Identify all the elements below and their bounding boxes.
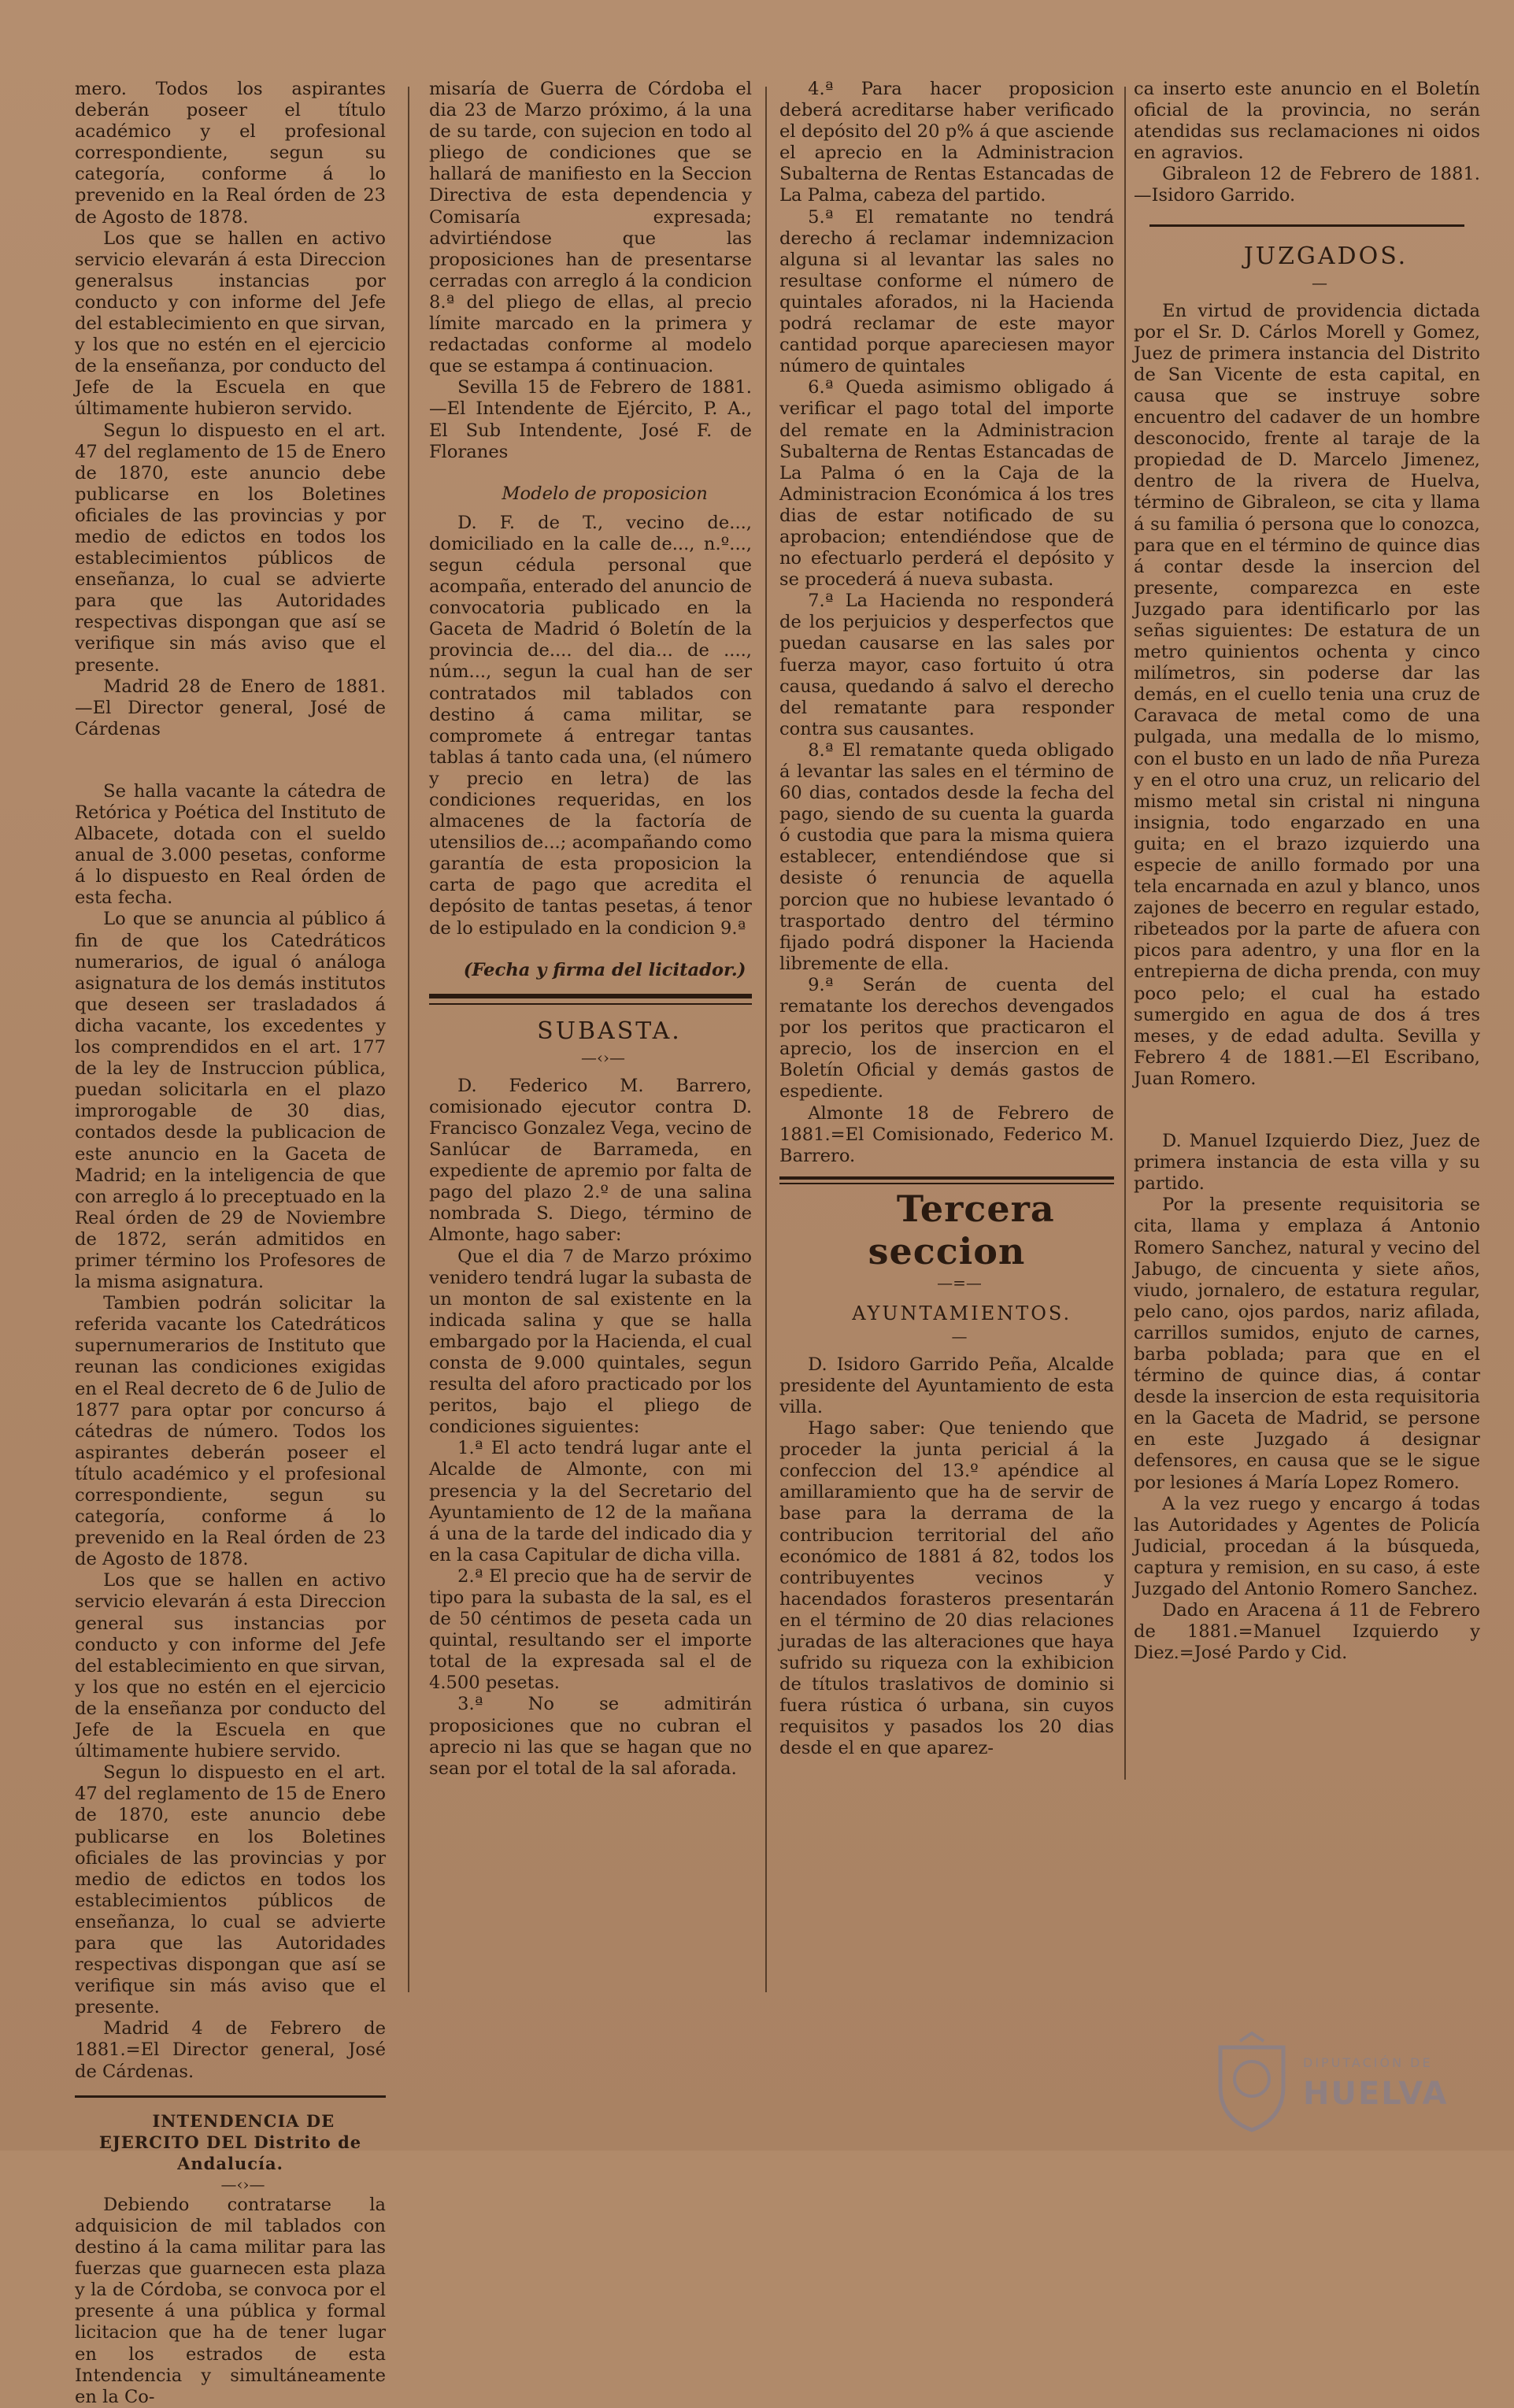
paragraph: 6.ª Queda asimismo obligado á verificar el pago total del importe del remate en la Administracion Subalterna de Rentas Estancadas de La Palma ó en la Caja de la Administracion Económica á los tres dias de estar notificado de su aprobacion; entendiéndose que de no efectuarlo perderá el depósito y se procederá á nueva subasta. [779,377,1114,591]
paragraph: Segun lo dispuesto en el art. 47 del reglamento de 15 de Enero de 1870, este anuncio debe publicarse en los Boletines oficiales de las provincias y por medio de edictos en todos los establecimientos públicos de enseñanza, lo cual se advierte para que las Autoridades respectivas dispongan que así se verifique sin más aviso que el presente. [75,1762,386,2018]
paragraph: Hago saber: Que teniendo que proceder la junta pericial á la confeccion del 13.º apéndice al amillaramiento que ha de servir de base para la derrama de la contribucion territorial del año económico de 1881 á 82, todos los contribuyentes vecinos y hacendados forasteros presentarán en el término de 20 dias relaciones juradas de las alteraciones que haya sufrido su riqueza con la exhibicion de títulos traslativos de dominio si fuera rústica ó urbana, sin cuyos requisitos y pasados los 20 dias desde el en que aparez- [779,1418,1114,1759]
paragraph: 7.ª La Hacienda no responderá de los perjuicios y desperfectos que puedan causarse en las sales por fuerza mayor, caso fortuito ú otra causa, quedando á salvo el derecho del rematante para responder contra sus causantes. [779,591,1114,739]
paragraph: 2.ª El precio que ha de servir de tipo para la subasta de la sal, es el de 50 céntimos de peseta cada un quintal, resultando ser el importe total de la expresada sal el de 4.500 pesetas. [429,1565,752,1694]
column-rule [408,87,409,1992]
paragraph: 9.ª Serán de cuenta del rematante los derechos devengados por los peritos que practicaron el aprecio, los de insercion en el Boletín Oficial y demás gastos de espediente. [779,974,1114,1102]
section-heading: JUZGADOS. [1243,242,1409,270]
section-heading: INTENDENCIA DE EJERCITO DEL Distrito de Andalucía. [98,2110,362,2173]
column-rule [1124,87,1126,1780]
paragraph: Tambien podrán solicitar la referida vacante los Catedráticos supernumerarios de Instituto que reunan las condiciones exigidas en el Real decreto de 6 de Julio de 1877 para optar por concurso á cátedras de número. Todos los aspirantes deberán poseer el título académico y el profesional correspondiente, segun su categoría, conforme á lo prevenido en la Real órden de 23 de Agosto de 1878. [75,1293,386,1570]
signature-line: Sevilla 15 de Febrero de 1881. —El Intendente de Ejército, P. A., El Sub Intendente, José F. de Floranes [429,377,752,462]
signature-line: Almonte 18 de Febrero de 1881.=El Comisionado, Federico M. Barrero. [779,1102,1114,1166]
paragraph: Los que se hallen en activo servicio elevarán á esta Direccion generalsus instancias por conducto y con informe del Jefe del establecimiento en que sirvan, y los que no estén en el ejercicio de la enseñanza, por conducto del Jefe de la Escuela en que últimamente hubieron servido. [75,228,386,420]
paragraph: D. Isidoro Garrido Peña, Alcalde presidente del Ayuntamiento de esta villa. [779,1354,1114,1417]
signature-line: Madrid 28 de Enero de 1881.—El Director general, José de Cárdenas [75,676,386,739]
ornament: —‹›— [581,1047,625,1067]
paragraph: 5.ª El rematante no tendrá derecho á reclamar indemnizacion alguna si al levantar las sales no resultase conforme el número de quintales aforados, ni la Hacienda podrá reclamar de este mayor cantidad porque apareciesen mayor número de quintales [779,206,1114,377]
ornament: — [951,1326,968,1346]
coat-of-arms-icon [1205,2032,1299,2134]
ornament: —=— [937,1273,982,1292]
column-2 [429,79,752,1780]
signature-line: Madrid 4 de Febrero de 1881.=El Director general, José de Cárdenas. [75,2018,386,2082]
paragraph: D. Manuel Izquierdo Diez, Juez de primera instancia de esta villa y su partido. [1134,1131,1480,1195]
section-divider [1149,224,1464,227]
watermark-text: HUELVA [1303,2076,1449,2112]
paragraph: misaría de Guerra de Córdoba el dia 23 de Marzo próximo, á la una de su tarde, con sujecion en todo al pliego de condiciones que se hallará de manifiesto en la Seccion Directiva de esta dependencia y Comisaría expresada; advirtiéndose que las proposiciones han de presentarse cerradas con arreglo á la condicion 8.ª del pliego de ellas, al precio límite marcado en la primera y redactadas conforme al modelo que se estampa á continuacion. [429,79,752,377]
paragraph: Por la presente requisitoria se cita, llama y emplaza á Antonio Romero Sanchez, natural y vecino del Jabugo, de cincuenta y siete años, viudo, jornalero, de estatura regular, pelo cano, ojos pardos, nariz afilada, carrillos sumidos, enjuto de carnes, barba poblada; para que en el término de quince dias, á contar desde la insercion de esta requisitoria en la Gaceta de Madrid, se persone en este Juzgado á designar defensores, en causa que se le sigue por lesiones á María Lopez Romero. [1134,1195,1480,1493]
column-1 [75,79,386,2408]
section-divider [429,994,752,998]
signature-line: Gibraleon 12 de Febrero de 1881. —Isidoro Garrido. [1134,164,1480,206]
paragraph: Debiendo contratarse la adquisicion de mil tablados con destino á la cama militar para las fuerzas que guarnecen esta plaza y la de Córdoba, se convoca por el presente á una pública y formal licitacion que ha de tener lugar en los estrados de esta Intendencia y simultáneamente en la Co- [75,2194,386,2407]
section-divider [779,1176,1114,1180]
section-heading: AYUNTAMIENTOS. [852,1302,1072,1324]
paragraph: A la vez ruego y encargo á todas las Autoridades y Agentes de Policía Judicial, procedan á la búsqueda, captura y remision, en su caso, á este Juzgado del Antonio Romero Sanchez. [1134,1493,1480,1599]
signature-line: Dado en Aracena á 11 de Febrero de 1881.=Manuel Izquierdo y Diez.=José Pardo y Cid. [1134,1600,1480,1664]
paragraph: Se halla vacante la cátedra de Retórica y Poética del Instituto de Albacete, dotada con el sueldo anual de 3.000 pesetas, conforme á lo dispuesto en Real órden de esta fecha. [75,780,386,909]
paragraph: ca inserto este anuncio en el Boletín oficial de la provincia, no serán atendidas sus reclamaciones ni oidos en agravios. [1134,79,1480,164]
paragraph: 3.ª No se admitirán proposiciones que no cubran el aprecio ni las que se hagan que no sean por el total de la sal aforada. [429,1694,752,1779]
paragraph: Que el dia 7 de Marzo próximo venidero tendrá lugar la subasta de un monton de sal existente en la indicada salina y que se halla embargado por la Hacienda, el cual consta de 9.000 quintales, segun resulta del aforo practicado por los peritos, bajo el pliego de condiciones siguientes: [429,1246,752,1438]
paragraph: D. F. de T., vecino de..., domiciliado en la calle de..., n.º..., segun cédula personal que acompaña, enterado del anuncio de convocatoria publicado en la Gaceta de Madrid ó Boletín de la provincia de.... del dia... de ...., núm..., segun la cual han de ser contratados mil tablados con destino á cama militar, se compromete á entregar tantas tablas á tanto cada una, (el número y precio en letra) de las condiciones requeridas, en los almacenes de la factoría de utensilios de...; acompañando como garantía de esta proposicion la carta de pago que acredita el depósito de tantas pesetas, á tenor de lo estipulado en la condicion 9.ª [429,512,752,939]
section-divider [75,2095,386,2098]
paragraph: 4.ª Para hacer proposicion deberá acreditarse haber verificado el depósito del 20 p% á que asciende el aprecio en la Administracion Subalterna de Rentas Estancadas de La Palma, cabeza del partido. [779,79,1114,206]
watermark-text: DIPUTACIÓN DE [1303,2055,1433,2070]
paragraph: 8.ª El rematante queda obligado á levantar las sales en el término de 60 dias, contados desde la fecha del pago, siendo de su cuenta la guarda ó custodia que para la misma quiera establecer, entendiéndose que si desiste ó renuncia de aquella porcion que no hubiese levantado ó trasportado dentro del término fijado podrá disponer la Hacienda libremente de ella. [779,739,1114,974]
subheading: Modelo de proposicion [502,483,708,504]
signature-placeholder: (Fecha y firma del licitador.) [463,959,746,980]
column-rule [765,87,767,1992]
paragraph: D. Federico M. Barrero, comisionado ejecutor contra D. Francisco Gonzalez Vega, vecino de Sanlúcar de Barrameda, en expediente de apremio por falta de pago del plazo 2.º de una salina nombrada S. Diego, término de Almonte, hago saber: [429,1075,752,1246]
archive-watermark [1205,2024,1488,2142]
paragraph: Los que se hallen en activo servicio elevarán á esta Direccion general sus instancias por conducto y con informe del Jefe del establecimiento en que sirvan, y los que no estén en el ejercicio de la enseñanza por conducto del Jefe de la Escuela en que últimamente hubiere servido. [75,1570,386,1762]
paragraph: 1.ª El acto tendrá lugar ante el Alcalde de Almonte, con mi presencia y la del Secretario del Ayuntamiento de 12 de la mañana á una de la tarde del indicado dia y en la casa Capitular de dicha villa. [429,1438,752,1565]
section-title: Tercera seccion [868,1187,1055,1273]
paragraph: mero. Todos los aspirantes deberán poseer el título académico y el profesional correspondiente, segun su categoría, conforme á lo prevenido en la Real órden de 23 de Agosto de 1878. [75,79,386,228]
ornament: —‹›— [220,2174,265,2194]
paragraph: Lo que se anuncia al público á fin de que los Catedráticos numerarios, de igual ó análoga asignatura de los demás institutos que deseen ser trasladados á dicha vacante, los excedentes y los comprendidos en el art. 177 de la ley de Instruccion pública, puedan solicitarla en el plazo improrogable de 30 dias, contados desde la publicacion de este anuncio en la Gaceta de Madrid; en la inteligencia de que con arreglo á lo preceptuado en la Real órden de 29 de Noviembre de 1872, serán admitidos en primer término los Profesores de la misma asignatura. [75,909,386,1293]
paragraph: En virtud de providencia dictada por el Sr. D. Cárlos Morell y Gomez, Juez de primera instancia del Distrito de San Vicente de esta capital, en causa que se instruye sobre encuentro del cadaver de un hombre desconocido, frente al taraje de la propiedad de D. Marcelo Jimenez, dentro de la rivera de Huelva, término de Gibraleon, se cita y llama á su familia ó persona que lo conozca, para que en el término de quince dias á contar desde la insercion del presente, comparezca en este Juzgado para identificarlo por las señas siguientes: De estatura de un metro quinientos ochenta y cinco milímetros, sin poderse dar las demás, en el cuello tenia una cruz de Caravaca de metal como de una pulgada, una medalla de lo mismo, con el busto en un lado de nña Pureza y en el otro una cruz, un relicario del mismo metal sin cristal ni ninguna insignia, todo engarzado en una guita; en el brazo izquierdo una especie de anillo formado por una tela encarnada en azul y blanco, unos zajones de becerro en regular estado, ribeteados por la parte de afuera con picos para adentro, y una flor en la entrepierna de dicha prenda, con muy poco pelo; el cual ha estado sumergido en agua de dos á tres meses, y de edad adulta. Sevilla y Febrero 4 de 1881.—El Escribano, Juan Romero. [1134,300,1480,1089]
column-3 [779,79,1114,1760]
paragraph: Segun lo dispuesto en el art. 47 del reglamento de 15 de Enero de 1870, este anuncio debe publicarse en los Boletines oficiales de las provincias y por medio de edictos en todos los establecimientos públicos de enseñanza, lo cual se advierte para que las Autoridades respectivas dispongan que así se verifique sin más aviso que el presente. [75,420,386,676]
section-heading: SUBASTA. [537,1017,682,1045]
column-4 [1134,79,1480,1664]
ornament: — [1312,272,1327,292]
